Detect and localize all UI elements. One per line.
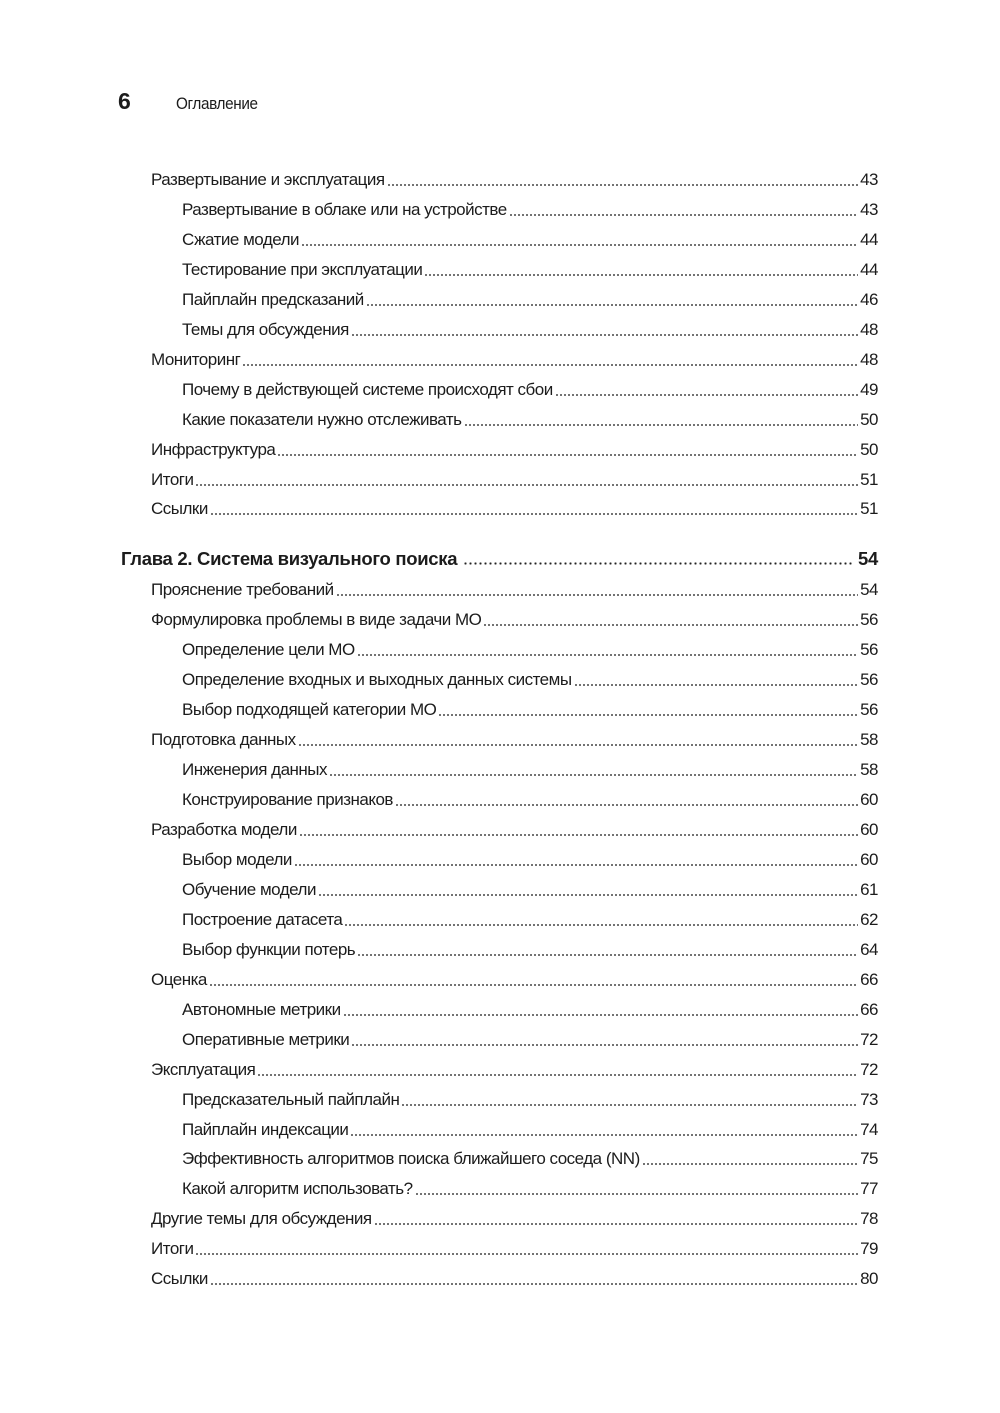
dot-leader [401,1104,858,1106]
dot-leader [357,654,858,656]
toc-entry[interactable] [151,165,878,195]
toc-entry[interactable] [182,635,878,665]
toc-entry-title: Почему в действующей системе происходят сбои [182,379,553,399]
dot-leader [336,594,858,596]
toc-entry[interactable] [182,935,878,965]
toc-entry-title: Выбор подходящей категории МО [182,700,437,720]
dot-leader [210,1283,858,1285]
dot-leader [415,1193,858,1195]
toc-entry[interactable] [151,494,878,524]
dot-leader [387,184,858,186]
toc-entry[interactable] [182,875,878,905]
dot-leader [366,304,858,306]
toc-entry-page: 44 [860,259,878,279]
toc-entry[interactable] [151,1204,878,1234]
toc-entry[interactable] [151,1264,878,1294]
toc-entry-title: Темы для обсуждения [182,319,349,339]
running-header [118,88,267,115]
dot-leader [294,864,858,866]
dot-leader [555,394,858,396]
running-title: Оглавление [176,94,258,113]
toc-entry-page: 66 [860,969,878,989]
toc-entry-title: Выбор модели [182,849,292,869]
toc-entry-title: Тестирование при эксплуатации [182,259,423,279]
toc-entry-title: Ссылки [151,1269,208,1289]
toc-entry[interactable] [182,225,878,255]
toc-entry-title: Сжатие модели [182,229,300,249]
toc-entry-page: 72 [860,1059,878,1079]
toc-entry-page: 78 [860,1209,878,1229]
toc-entry-page: 66 [860,999,878,1019]
toc-entry-page: 60 [860,849,878,869]
toc-entry-title: Разработка модели [151,820,297,839]
toc-entry[interactable] [182,1115,878,1145]
toc-entry-title: Какой алгоритм использовать? [182,1179,413,1199]
toc-entry[interactable] [151,345,878,375]
toc-entry[interactable] [182,195,878,225]
toc-entry[interactable] [151,815,878,845]
dot-leader [195,1253,858,1255]
dot-leader [574,684,859,686]
dot-leader [509,214,858,216]
dot-leader [298,744,859,746]
toc-entry-title: Глава 2. Система визуального поиска [121,548,458,570]
toc-entry-page: 46 [860,289,878,309]
toc-entry-title: Мониторинг [151,349,241,369]
toc-entry-title: Развертывание и эксплуатация [151,170,385,189]
toc-entry[interactable] [151,575,878,605]
toc-entry-page: 80 [860,1269,878,1289]
toc-entry-page: 56 [860,670,878,690]
dot-leader [329,774,858,776]
dot-leader [301,244,858,246]
toc-entry-page: 51 [860,469,878,489]
toc-entry-page: 43 [860,170,878,189]
toc-entry-title: Предсказательный пайплайн [182,1089,400,1109]
toc-entry[interactable] [151,435,878,465]
toc-entry-page: 56 [860,610,878,630]
toc-entry-title: Какие показатели нужно отслеживать [182,409,462,429]
toc-entry[interactable] [182,1085,878,1115]
toc-entry[interactable] [151,1055,878,1085]
toc-entry[interactable] [151,465,878,495]
toc-entry-title: Конструирование признаков [182,790,393,810]
toc-entry-page: 44 [860,229,878,249]
page-number: 6 [118,88,131,114]
dot-leader [344,924,858,926]
toc-entry-page: 75 [860,1149,878,1169]
dot-leader [351,1044,858,1046]
dot-leader [343,1014,858,1016]
dot-leader [209,984,858,986]
toc-entry-title: Другие темы для обсуждения [151,1209,372,1229]
dot-leader [464,424,859,426]
toc-entry-title: Инженерия данных [182,760,328,780]
toc-entry-page: 43 [860,199,878,219]
toc-entry-title: Пайплайн индексации [182,1119,349,1139]
toc-entry[interactable] [182,785,878,815]
toc-entry-page: 58 [860,730,878,750]
toc-entry-page: 50 [860,409,878,429]
toc-chapter-entry[interactable] [121,544,878,574]
toc-entry-title: Оценка [151,969,207,989]
dot-leader [642,1163,858,1165]
dot-leader [424,274,858,276]
toc-entry-title: Построение датасета [182,909,343,929]
toc-entry-page: 54 [860,580,878,600]
toc-entry-page: 49 [860,379,878,399]
toc-entry[interactable] [182,255,878,285]
dot-leader [483,624,858,626]
toc-entry-page: 54 [858,548,878,570]
dot-leader [350,1134,858,1136]
toc-entry[interactable] [182,315,878,345]
toc-entry-title: Формулировка проблемы в виде задачи МО [151,610,482,630]
dot-leader [357,954,858,956]
dot-leader [374,1223,858,1225]
toc-entry-page: 64 [860,939,878,959]
toc-entry[interactable] [182,405,878,435]
toc-entry[interactable] [182,995,878,1025]
toc-entry[interactable] [182,375,878,405]
toc-entry-page: 48 [860,319,878,339]
toc-entry-title: Оперативные метрики [182,1029,350,1049]
dot-leader [351,334,858,336]
toc-entry-page: 61 [860,879,878,899]
toc-entry-title: Итоги [151,1239,194,1259]
dot-leader [463,562,852,565]
toc-entry-page: 77 [860,1179,878,1199]
toc-entry[interactable] [182,845,878,875]
dot-leader [277,454,858,456]
toc-entry-page: 74 [860,1119,878,1139]
toc-entry[interactable] [151,1234,878,1264]
toc-entry-page: 60 [860,820,878,839]
toc-entry-title: Инфраструктура [151,439,276,459]
dot-leader [395,804,858,806]
toc-entry-title: Определение цели МО [182,640,355,660]
toc-entry-page: 56 [860,700,878,720]
toc-entry-page: 51 [860,499,878,519]
toc-entry[interactable] [182,1025,878,1055]
toc-entry-title: Прояснение требований [151,580,334,600]
toc-entry[interactable] [182,695,878,725]
toc-entry-page: 58 [860,760,878,780]
toc-entry-title: Пайплайн предсказаний [182,289,364,309]
toc-entry-page: 48 [860,349,878,369]
dot-leader [195,484,858,486]
toc-entry[interactable] [182,1144,878,1174]
dot-leader [438,714,858,716]
toc-entry[interactable] [151,605,878,635]
toc-entry[interactable] [151,725,878,755]
toc-entry-title: Подготовка данных [151,730,296,750]
dot-leader [210,513,858,515]
toc-entry-page: 56 [860,640,878,660]
toc-entry-page: 72 [860,1029,878,1049]
toc-entry-title: Итоги [151,469,194,489]
toc-entry-page: 60 [860,790,878,810]
dot-leader [318,894,858,896]
toc-entry-title: Эффективность алгоритмов поиска ближайшего соседа (NN) [182,1149,640,1169]
toc-entry[interactable] [151,965,878,995]
dot-leader [257,1074,858,1076]
toc-entry[interactable] [182,905,878,935]
dot-leader [299,834,858,836]
toc-entry-title: Выбор функции потерь [182,939,356,959]
toc-entry-title: Эксплуатация [151,1059,256,1079]
toc-entry-title: Обучение модели [182,879,316,899]
dot-leader [242,364,858,366]
toc-entry-title: Ссылки [151,499,208,519]
toc-entry-page: 79 [860,1239,878,1259]
toc-entry[interactable] [182,755,878,785]
toc-entry[interactable] [182,1174,878,1204]
toc-entry-title: Определение входных и выходных данных системы [182,670,572,690]
toc-entry[interactable] [182,285,878,315]
toc-entry-title: Развертывание в облаке или на устройстве [182,199,507,219]
toc-entry-title: Автономные метрики [182,999,341,1019]
toc-entry-page: 73 [860,1089,878,1109]
toc-entry[interactable] [182,665,878,695]
toc-entry-page: 62 [860,909,878,929]
toc-entry-page: 50 [860,439,878,459]
